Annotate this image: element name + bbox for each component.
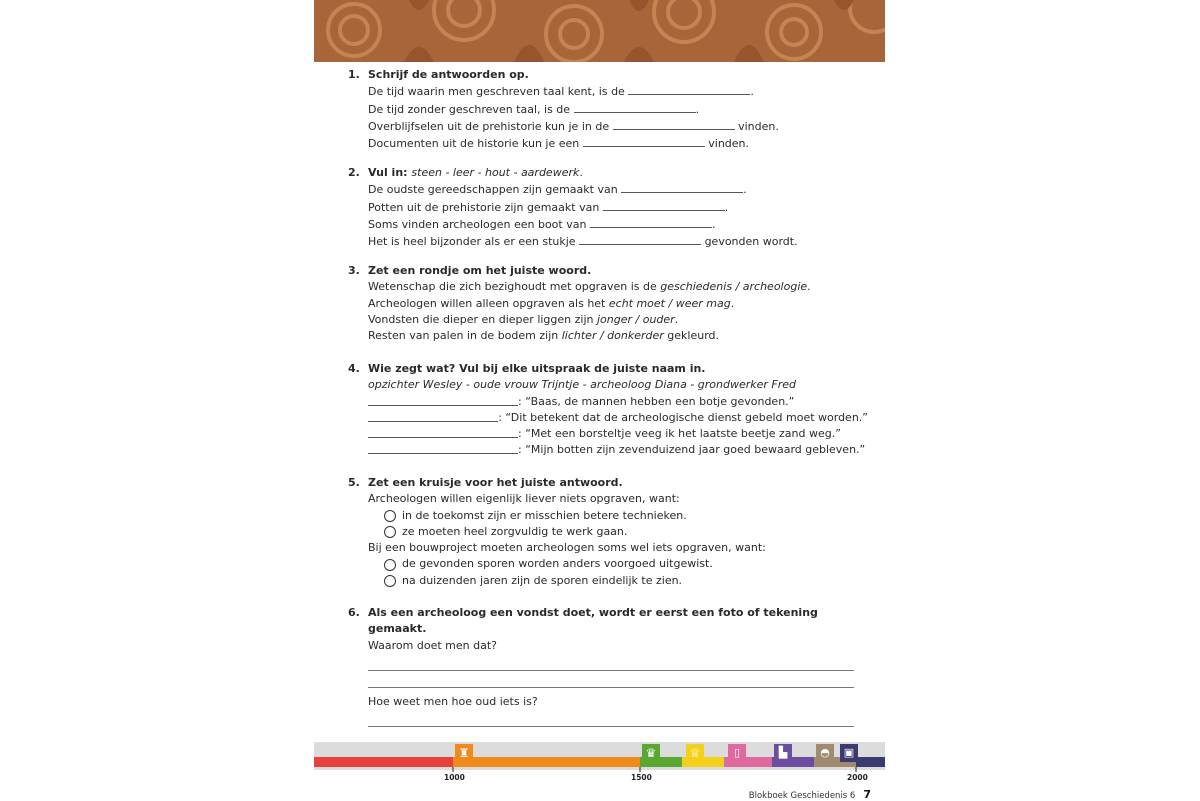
q4-row-1: : “Baas, de mannen hebben een botje gevonden.” <box>368 394 868 410</box>
factory-icon: ▙ <box>774 744 792 762</box>
radio-circle[interactable] <box>384 510 396 522</box>
answer-blank[interactable] <box>579 233 701 245</box>
writing-line[interactable] <box>368 710 854 727</box>
radio-circle[interactable] <box>384 559 396 571</box>
q5-option[interactable]: de gevonden sporen worden anders voorgoed uitgewist. <box>368 556 868 572</box>
q4-row-3: : “Met een borsteltje veeg ik het laatste beetje zand weg.” <box>368 426 868 442</box>
crown-icon: ♛ <box>642 744 660 762</box>
question-5 <box>348 475 868 589</box>
q5-part-2: Bij een bouwproject moeten archeologen soms wel iets opgraven, want: <box>368 541 766 555</box>
question-title: Vul in: <box>368 166 408 179</box>
word-choice[interactable]: lichter / donkerder <box>561 329 664 343</box>
q1-line-4: Documenten uit de historie kun je een vinden. <box>368 137 750 151</box>
answer-blank[interactable] <box>603 199 725 211</box>
writing-line[interactable] <box>368 654 854 671</box>
timeline-label-2000: 2000 <box>847 773 868 782</box>
answer-blank[interactable] <box>621 181 743 193</box>
answer-blank[interactable] <box>613 118 735 130</box>
q5-option[interactable]: ze moeten heel zorgvuldig te werk gaan. <box>368 524 868 540</box>
page-footer <box>749 788 871 801</box>
book-title: Blokboek Geschiedenis 6 <box>748 791 856 801</box>
word-choice[interactable]: jonger / ouder <box>597 312 675 326</box>
question-3 <box>348 263 868 344</box>
q6-question-2: Hoe weet men hoe oud iets is? <box>368 694 538 708</box>
word-choice[interactable]: geschiedenis / archeologie <box>660 280 808 294</box>
question-title: Wie zegt wat? Vul bij elke uitspraak de juiste naam in. <box>368 362 706 375</box>
q4-row-2: : “Dit betekent dat de archeologische dienst gebeld moet worden.” <box>368 410 868 426</box>
page-number: 7 <box>863 788 871 801</box>
question-6 <box>348 605 868 744</box>
word-options: steen - leer - hout - aardewerk <box>411 166 580 179</box>
name-blank[interactable] <box>368 426 518 438</box>
question-number: 1. <box>348 68 360 81</box>
question-title: Zet een kruisje voor het juiste antwoord. <box>368 476 623 489</box>
question-number: 2. <box>348 166 360 179</box>
question-number: 4. <box>348 362 360 375</box>
crown-icon: ♕ <box>686 744 704 762</box>
q1-line-2: De tijd zonder geschreven taal, is de . <box>368 102 700 116</box>
word-choice[interactable]: echt moet / weer mag <box>608 296 731 310</box>
question-4 <box>348 361 868 459</box>
answer-blank[interactable] <box>583 135 705 147</box>
q5-part-1: Archeologen willen eigenlijk liever niets opgraven, want: <box>368 492 680 506</box>
radio-circle[interactable] <box>384 575 396 587</box>
name-blank[interactable] <box>368 394 518 406</box>
timeline-label-1500: 1500 <box>631 773 652 782</box>
name-blank[interactable] <box>368 442 518 454</box>
q3-line-4: Resten van palen in de bodem zijn lichter / donkerder gekleurd. <box>368 329 720 343</box>
decorative-banner <box>314 0 885 62</box>
question-title: Als een archeoloog een vondst doet, wordt er eerst een foto of tekening gemaakt. <box>368 606 818 636</box>
q2-line-4: Het is heel bijzonder als er een stukje gevonden wordt. <box>368 235 798 249</box>
q4-row-4: : “Mijn botten zijn zevenduizend jaar goed bewaard gebleven.” <box>368 442 868 458</box>
hat-icon: ◓ <box>816 744 834 762</box>
q2-line-1: De oudste gereedschappen zijn gemaakt van . <box>368 183 747 197</box>
question-title: Zet een rondje om het juiste woord. <box>368 264 592 277</box>
history-timeline <box>314 742 885 788</box>
radio-circle[interactable] <box>384 526 396 538</box>
writing-line[interactable] <box>368 671 854 688</box>
name-options: opzichter Wesley - oude vrouw Trijntje - archeoloog Diana - grondwerker Fred <box>368 378 797 392</box>
window-icon: ▯ <box>728 744 746 762</box>
castle-icon: ♜ <box>455 744 473 762</box>
timeline-label-1000: 1000 <box>444 773 465 782</box>
q3-line-1: Wetenschap die zich bezighoudt met opgraven is de geschiedenis / archeologie. <box>368 280 811 294</box>
answer-blank[interactable] <box>590 216 712 228</box>
answer-blank[interactable] <box>574 101 696 113</box>
q5-option[interactable]: in de toekomst zijn er misschien betere technieken. <box>368 508 868 524</box>
q2-line-2: Potten uit de prehistorie zijn gemaakt van . <box>368 200 729 214</box>
worksheet-page <box>314 0 885 800</box>
answer-blank[interactable] <box>628 83 750 95</box>
q2-line-3: Soms vinden archeologen een boot van . <box>368 217 716 231</box>
q1-line-1: De tijd waarin men geschreven taal kent, is de . <box>368 85 754 99</box>
q5-option[interactable]: na duizenden jaren zijn de sporen eindelijk te zien. <box>368 573 868 589</box>
question-1 <box>348 67 868 152</box>
question-number: 5. <box>348 476 360 489</box>
q3-line-2: Archeologen willen alleen opgraven als het echt moet / weer mag. <box>368 296 735 310</box>
question-number: 3. <box>348 264 360 277</box>
q6-question-1: Waarom doet men dat? <box>368 638 497 652</box>
q1-line-3: Overblijfselen uit de prehistorie kun je in de vinden. <box>368 119 779 133</box>
name-blank[interactable] <box>368 410 498 422</box>
question-2: 2. Vul in: steen - leer - hout - aardewerk. De oudste gereedschappen zijn gemaakt van . Potten uit de prehistorie zijn gemaakt van . Soms vinden archeologen een boot van . Het is heel bijzonder als er een stukje gevonden wordt. <box>348 165 868 250</box>
q3-line-3: Vondsten die dieper en dieper liggen zijn jonger / ouder. <box>368 312 679 326</box>
question-number: 6. <box>348 606 360 619</box>
question-title: Schrijf de antwoorden op. <box>368 68 529 81</box>
tv-icon: ▣ <box>840 744 858 762</box>
